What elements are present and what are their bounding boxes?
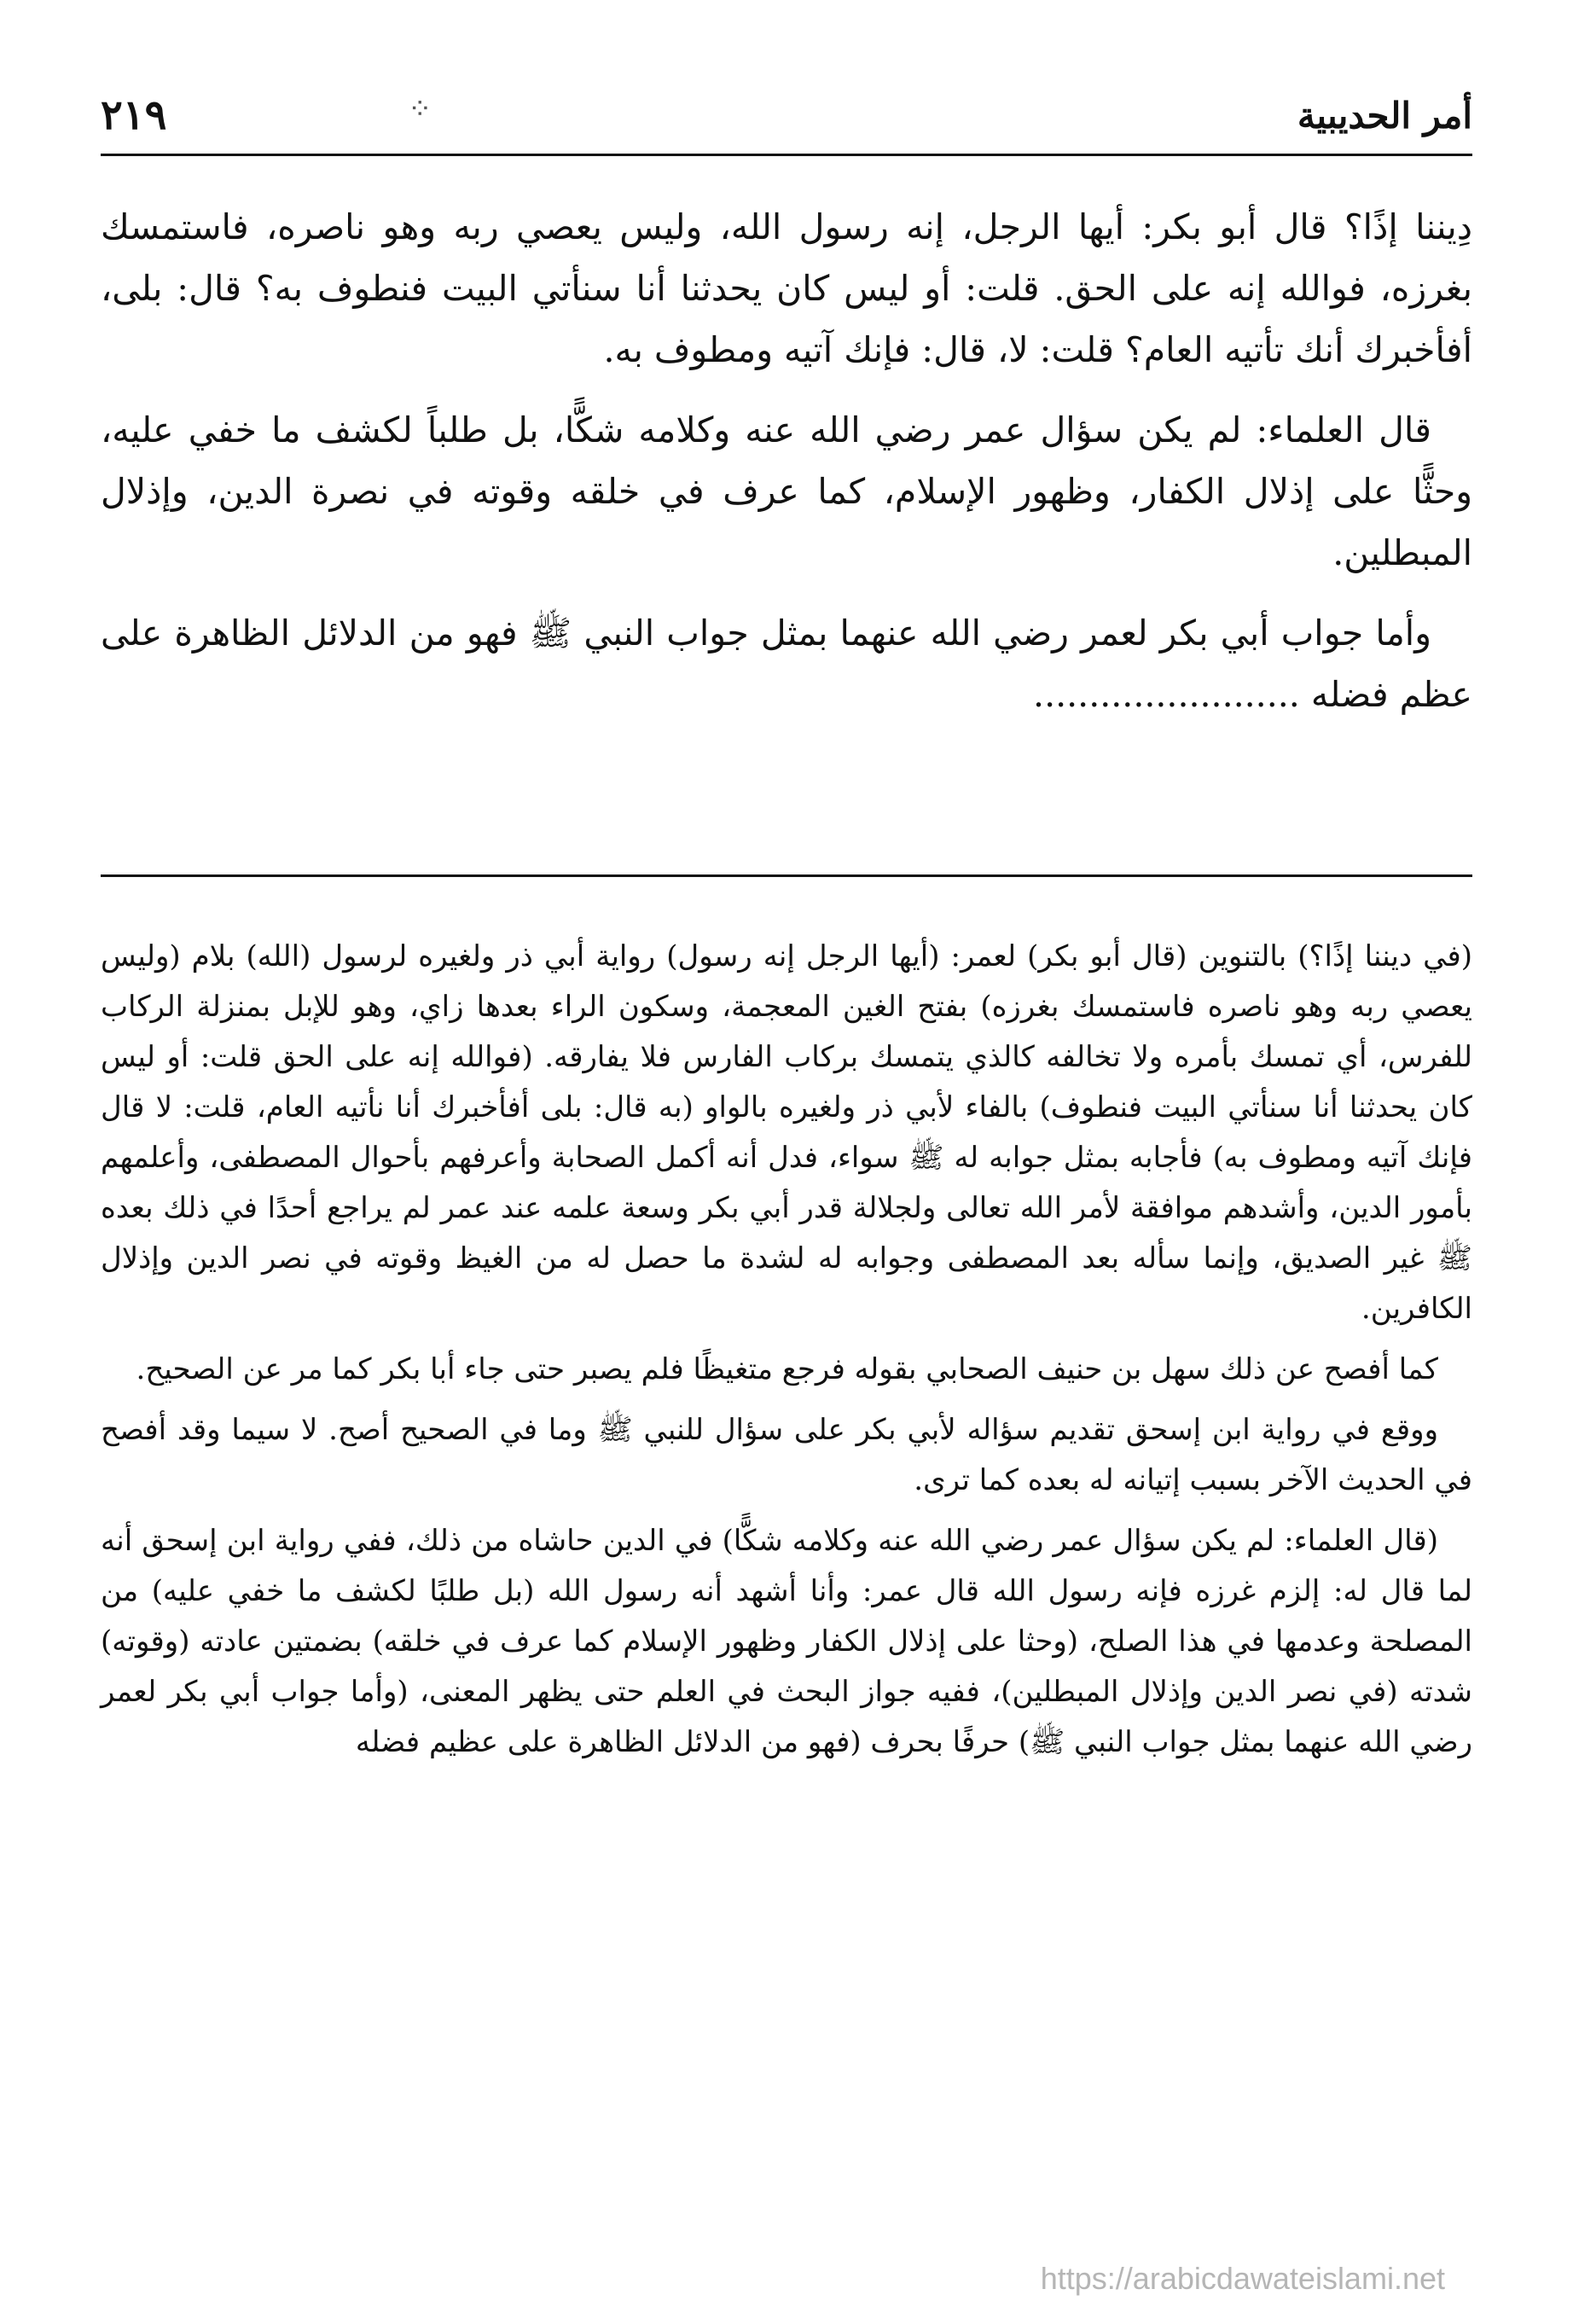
- main-paragraph-last: [101, 602, 1472, 725]
- watermark: https://arabicdawateislami.net: [1040, 2261, 1445, 2296]
- main-paragraph: دِيننا إذًا؟ قال أبو بكر: أيها الرجل، إنه رسول الله، وليس يعصي ربه وهو ناصره، فاستمسك بغرزه، فوالله إنه على الحق. قلت: أو ليس كان يحدثنا أنا سنأتي البيت فنطوف به؟ قال: بلى، أفأخبرك أنك تأتيه العام؟ قلت: لا، قال: فإنك آتيه ومطوف به.: [101, 206, 1472, 370]
- page-number: ٢١٩: [101, 91, 167, 139]
- commentary-paragraph: (في ديننا إذًا؟) بالتنوين (قال أبو بكر) لعمر: (أيها الرجل إنه رسول) رواية أبي ذر ولغيره لرسول (الله) بلام (وليس يعصي ربه وهو ناصره فاستمسك بغرزه) بفتح الغين المعجمة، وسكون الراء بعدها زاي، وهو للإبل بمنزلة الركاب للفرس، أي تمسك بأمره ولا تخالفه كالذي يتمسك بركاب الفارس فلا يفارقه. (فوالله إنه على الحق قلت: أو ليس كان يحدثنا أنا سنأتي البيت فنطوف) بالفاء لأبي ذر ولغيره بالواو (به قال: بلى أفأخبرك أنا نأتيه العام، قلت: لا قال فإنك آتيه ومطوف به) فأجابه بمثل جوابه له ﷺ سواء، فدل أنه أكمل الصحابة وأعرفهم بأحوال المصطفى، وأعلمهم بأمور الدين، وأشدهم موافقة لأمر الله تعالى ولجلالة قدر أبي بكر وسعة علمه عند عمر لم يراجع أحدًا في ذلك بعده ﷺ غير الصديق، وإنما سأله بعد المصطفى وجوابه له لشدة ما حصل له من الغيظ وقوته في نصر الدين وإذلال الكافرين.: [101, 939, 1472, 1326]
- main-text: [101, 196, 1472, 744]
- commentary-paragraph: كما أفصح عن ذلك سهل بن حنيف الصحابي بقوله فرجع متغيظًا فلم يصبر حتى جاء أبا بكر كما مر عن الصحيح.: [136, 1352, 1438, 1386]
- main-paragraph-text: وأما جواب أبي بكر لعمر رضي الله عنهما بمثل جواب النبي ﷺ فهو من الدلائل الظاهرة على عظم فضله: [101, 613, 1472, 715]
- running-title: أمر الحديبية: [1297, 94, 1472, 137]
- footnote-separator: [101, 874, 1472, 877]
- continuation-dots: ........................: [1033, 674, 1300, 715]
- commentary-paragraph: (قال العلماء: لم يكن سؤال عمر رضي الله عنه وكلامه شكًّا) في الدين حاشاه من ذلك، ففي رواية ابن إسحق أنه لما قال له: إلزم غرزه فإنه رسول الله قال عمر: وأنا أشهد أنه رسول الله (بل طلبًا لكشف ما خفي عليه) من المصلحة وعدمها في هذا الصلح، (وحثا على إذلال الكفار وظهور الإسلام كما عرف في خلقه) بضمتين عادته (وقوته) شدته (في نصر الدين وإذلال المبطلين)، ففيه جواز البحث في العلم حتى يظهر المعنى، (وأما جواب أبي بكر لعمر رضي الله عنهما بمثل جواب النبي ﷺ) حرفًا بحرف (فهو من الدلائل الظاهرة على عظيم فضله: [101, 1524, 1472, 1759]
- commentary-paragraph: ووقع في رواية ابن إسحق تقديم سؤاله لأبي بكر على سؤال للنبي ﷺ وما في الصحيح أصح. لا سيما وقد أفصح في الحديث الآخر بسبب إتيانه له بعده كما ترى.: [101, 1413, 1472, 1497]
- page-header: [101, 77, 1472, 156]
- main-paragraph: قال العلماء: لم يكن سؤال عمر رضي الله عنه وكلامه شكًّا، بل طلباً لكشف ما خفي عليه، وحثًّا على إذلال الكفار، وظهور الإسلام، كما عرف في خلقه وقوته في نصرة الدين، وإذلال المبطلين.: [101, 410, 1472, 573]
- commentary-text: [101, 932, 1472, 1778]
- ornament-icon: ⁘: [408, 92, 432, 126]
